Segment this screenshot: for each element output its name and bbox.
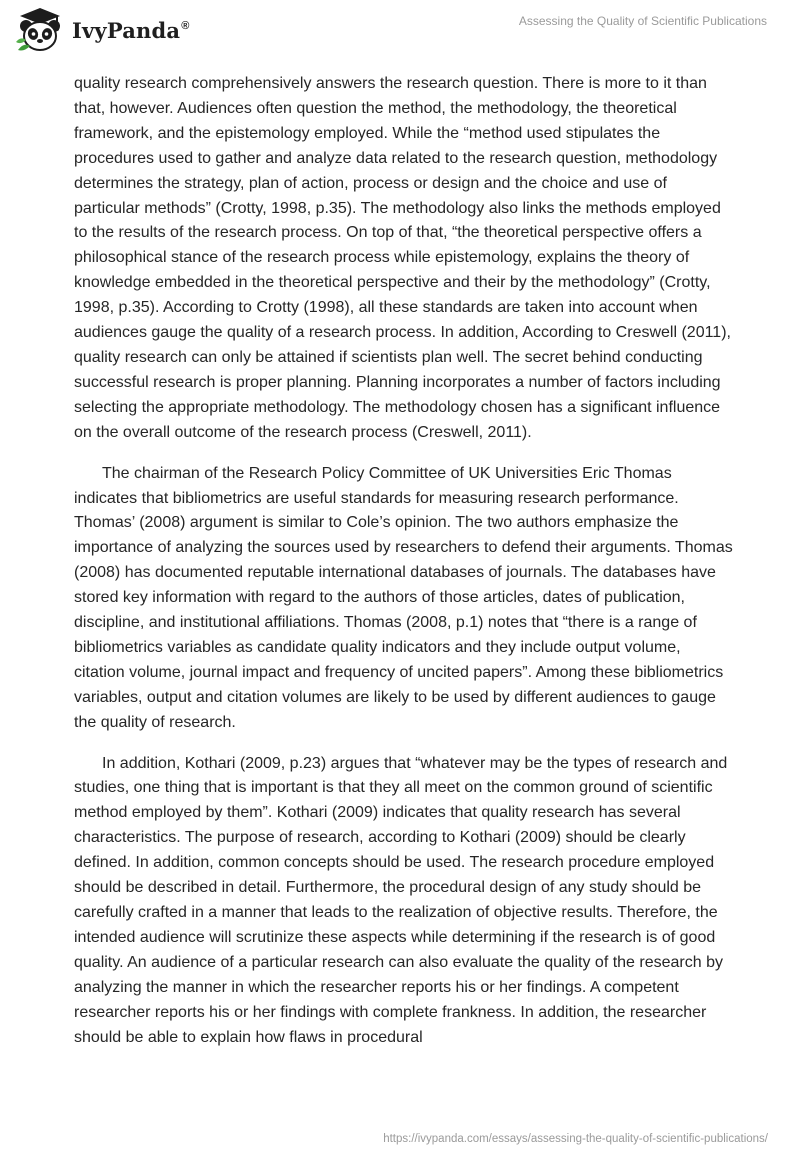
running-title: Assessing the Quality of Scientific Publications xyxy=(518,14,767,28)
brand-name: IvyPanda® xyxy=(72,17,190,43)
paragraph-1: quality research comprehensively answers the research question. There is more to it than that, however. Audiences often question the method, the methodology, the theoretical framework, and the epistemology employed. While the “method used stipulates the procedures used to gather and analyze data related to the research question, methodology determines the strategy, plan of action, process or design and the choice and use of particular methods” (Crotty, 1998, p.35). The methodology also links the methods employed to the results of the research process. On top of that, “the theoretical perspective offers a philosophical stance of the research process while epistemology, explains the theory of knowledge embedded in the theoretical perspective and their by the methodology” (Crotty, 1998, p.35). According to Crotty (1998), all these standards are taken into account when audiences gauge the quality of a research process. In addition, According to Creswell (2011), quality research can only be attained if scientists plan well. The secret behind conducting successful research is proper planning. Planning incorporates a number of factors including selecting the appropriate methodology. The methodology chosen has a significant influence on the overall outcome of the research process (Creswell, 2011). xyxy=(74,75,731,441)
source-url[interactable]: https://ivypanda.com/essays/assessing-the-quality-of-scientific-publications/ xyxy=(383,1133,768,1145)
page-header xyxy=(0,0,800,70)
paragraph-2: The chairman of the Research Policy Committee of UK Universities Eric Thomas indicates that bibliometrics are useful standards for measuring research performance. Thomas’ (2008) argument is similar to Cole’s opinion. The two authors emphasize the importance of analyzing the sources used by researchers to defend their arguments. Thomas (2008) has documented reputable international databases of journals. The databases have stored key information with regard to the authors of those articles, dates of publication, discipline, and institutional affiliations. Thomas (2008, p.1) notes that “there is a range of bibliometrics variables as candidate quality indicators and they include output volume, citation volume, journal impact and frequency of uncited papers”. Among these bibliometrics variables, output and citation volumes are likely to be used by different audiences to gauge the quality of research. xyxy=(74,464,733,731)
ivypanda-logo[interactable] xyxy=(14,6,190,54)
panda-graduate-logo-icon xyxy=(14,6,66,54)
registered-mark: ® xyxy=(181,19,190,32)
essay-body xyxy=(74,72,734,1066)
paragraph-3: In addition, Kothari (2009, p.23) argues that “whatever may be the types of research and studies, one thing that is important is that they all meet on the common ground of scientific method employed by them”. Kothari (2009) indicates that quality research has several characteristics. The purpose of research, according to Kothari (2009) should be clearly defined. In addition, common concepts should be used. The research procedure employed should be described in detail. Furthermore, the procedural design of any study should be carefully crafted in a manner that leads to the realization of objective results. Therefore, the intended audience will scrutinize these aspects while determining if the research is of good quality. An audience of a particular research can also evaluate the quality of the research by analyzing the manner in which the researcher reports his or her findings. A competent researcher reports his or her findings with complete frankness. In addition, the researcher should be able to explain how flaws in procedural xyxy=(74,754,728,1046)
